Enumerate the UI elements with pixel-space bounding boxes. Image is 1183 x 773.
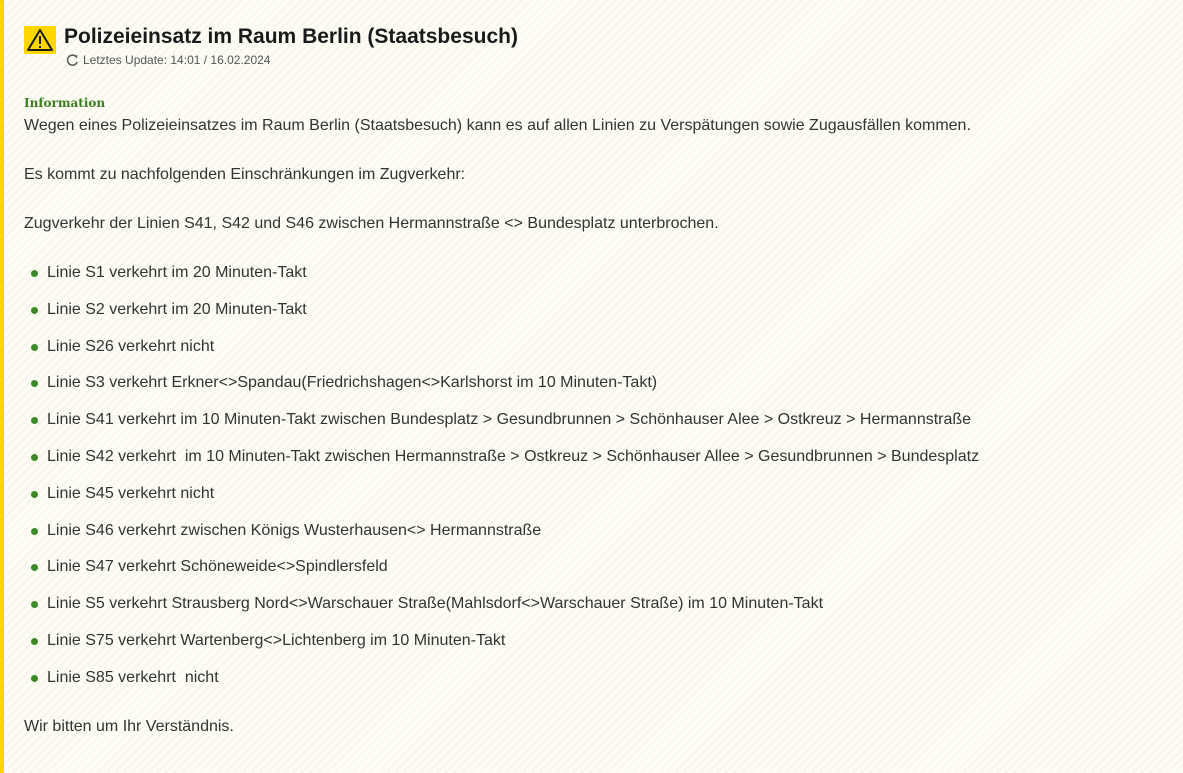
- list-item: [24, 629, 1174, 653]
- refresh-icon: [66, 54, 79, 67]
- list-item: [24, 371, 1174, 395]
- list-item-text: Linie S46 verkehrt zwischen Königs Wusterhausen<> Hermannstraße: [47, 521, 542, 539]
- bullet-icon: [31, 344, 38, 351]
- list-item-text: Linie S47 verkehrt Schöneweide<>Spindlersfeld: [47, 558, 388, 576]
- list-item: [24, 408, 1174, 432]
- bullet-icon: [31, 675, 38, 682]
- list-item-text: Linie S5 verkehrt Strausberg Nord<>Warschauer Straße(Mahlsdorf<>Warschauer Straße) im 10 Minuten-Takt: [47, 595, 824, 613]
- list-item-text: Linie S26 verkehrt nicht: [47, 337, 215, 355]
- list-item-text: Linie S1 verkehrt im 20 Minuten-Takt: [47, 264, 307, 281]
- list-item-text: Linie S75 verkehrt Wartenberg<>Lichtenberg im 10 Minuten-Takt: [47, 631, 506, 649]
- bullet-icon: [31, 528, 38, 535]
- list-item: [24, 482, 1174, 506]
- bullet-icon: [31, 491, 38, 498]
- bullet-icon: [31, 601, 38, 608]
- category-label: Information: [24, 96, 106, 110]
- list-item-text: Linie S2 verkehrt im 20 Minuten-Takt: [47, 300, 307, 318]
- line-restrictions-list: [24, 261, 1174, 690]
- list-item: [24, 298, 1174, 322]
- list-item: [24, 445, 1174, 469]
- bullet-icon: [31, 380, 38, 387]
- list-item: [24, 335, 1174, 359]
- list-item: [24, 666, 1174, 690]
- notice-title: Polizeieinsatz im Raum Berlin (Staatsbesuch): [64, 25, 518, 48]
- bullet-icon: [31, 270, 38, 277]
- list-item: [24, 519, 1174, 543]
- bullet-icon: [31, 417, 38, 424]
- bullet-icon: [31, 638, 38, 645]
- list-item-text: Linie S41 verkehrt im 10 Minuten-Takt zwischen Bundesplatz > Gesundbrunnen > Schönhauser Alee > Ostkreuz > Hermannstraße: [47, 411, 972, 429]
- list-item-text: Linie S45 verkehrt nicht: [47, 484, 215, 502]
- bullet-icon: [31, 564, 38, 571]
- interruption-text: Zugverkehr der Linien S41, S42 und S46 zwischen Hermannstraße <> Bundesplatz unterbrochen.: [24, 215, 719, 232]
- notice-body: [24, 96, 1174, 764]
- restrictions-intro: Es kommt zu nachfolgenden Einschränkungen im Zugverkehr:: [24, 166, 466, 183]
- list-item: [24, 555, 1174, 579]
- closing-text: Wir bitten um Ihr Verständnis.: [24, 717, 234, 735]
- warning-triangle-icon: [24, 26, 56, 54]
- list-item-text: Linie S3 verkehrt Erkner<>Spandau(Friedrichshagen<>Karlshorst im 10 Minuten-Takt): [47, 374, 658, 392]
- list-item: [24, 592, 1174, 616]
- last-update: [66, 53, 270, 67]
- list-item-text: Linie S42 verkehrt im 10 Minuten-Takt zwischen Hermannstraße > Ostkreuz > Schönhauser Allee > Gesundbrunnen > Bundesplatz: [47, 447, 980, 465]
- bullet-icon: [31, 454, 38, 461]
- list-item: [24, 261, 1174, 285]
- bullet-icon: [31, 307, 38, 314]
- list-item-text: Linie S85 verkehrt nicht: [47, 668, 219, 686]
- intro-text: Wegen eines Polizeieinsatzes im Raum Berlin (Staatsbesuch) kann es auf allen Linien zu Verspätungen sowie Zugausfällen kommen.: [24, 117, 971, 134]
- last-update-text: Letztes Update: 14:01 / 16.02.2024: [83, 53, 271, 67]
